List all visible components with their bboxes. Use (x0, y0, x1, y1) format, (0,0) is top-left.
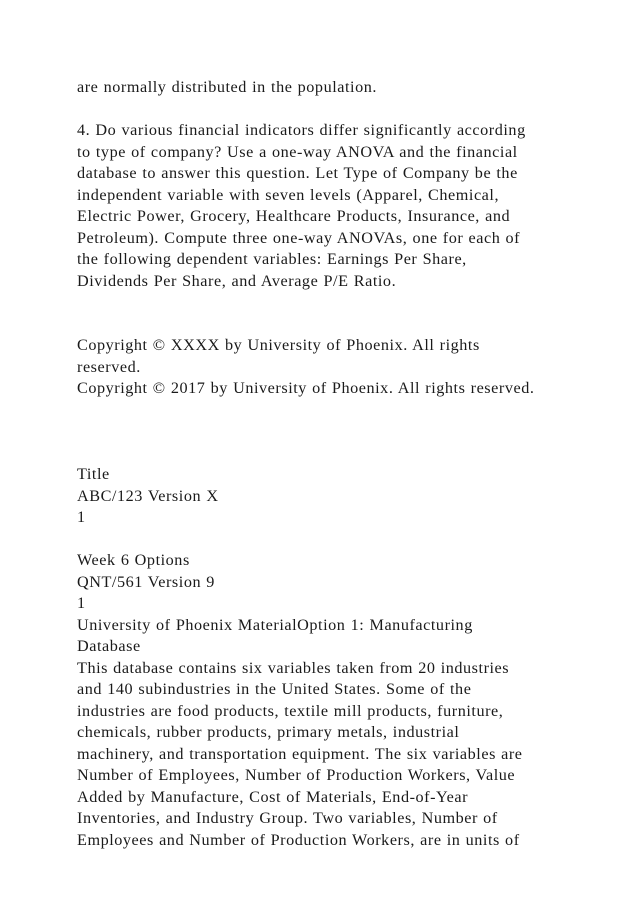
text-line: chemicals, rubber products, primary metals, industrial (77, 723, 460, 741)
copyright-line: reserved. (77, 357, 141, 376)
header-course: ABC/123 Version X (77, 486, 219, 505)
text-line (77, 443, 577, 465)
text-line: and 140 subindustries in the United States. Some of the (77, 680, 472, 698)
text-line (77, 421, 577, 443)
text-line: Inventories, and Industry Group. Two variables, Number of (77, 809, 498, 827)
text-line (77, 292, 577, 314)
page-number: 1 (77, 508, 86, 526)
text-line (77, 99, 577, 121)
text-line: Added by Manufacture, Cost of Materials, End-of-Year (77, 787, 469, 806)
text-line: to type of company? Use a one-way ANOVA and the financial (77, 142, 518, 161)
section-title: Week 6 Options (77, 551, 190, 569)
copyright-line: Copyright © XXXX by University of Phoenix. All rights (77, 336, 480, 354)
copyright-line: Copyright © 2017 by University of Phoenix. All rights reserved. (77, 379, 535, 397)
text-line: Electric Power, Grocery, Healthcare Products, Insurance, and (77, 207, 511, 225)
text-line: This database contains six variables taken from 20 industries (77, 658, 510, 677)
text-line: University of Phoenix MaterialOption 1: Manufacturing (77, 615, 473, 634)
course-version: QNT/561 Version 9 (77, 572, 215, 591)
text-line: the following dependent variables: Earnings Per Share, (77, 250, 467, 268)
text-line: Dividends Per Share, and Average P/E Ratio. (77, 271, 397, 290)
text-line: 4. Do various financial indicators differ significantly according (77, 121, 526, 139)
text-line: are normally distributed in the population. (77, 78, 377, 96)
text-line: Number of Employees, Number of Production Workers, Value (77, 766, 516, 784)
text-line: independent variable with seven levels (Apparel, Chemical, (77, 185, 500, 204)
text-line (77, 400, 577, 422)
text-line: Employees and Number of Production Workers, are in units of (77, 830, 520, 849)
text-line (77, 529, 577, 551)
text-line (77, 314, 577, 336)
text-line: Petroleum). Compute three one-way ANOVAs, one for each of (77, 228, 521, 247)
text-line: industries are food products, textile mill products, furniture, (77, 701, 504, 720)
text-line: Database (77, 637, 141, 655)
text-line: database to answer this question. Let Type of Company be the (77, 164, 518, 182)
document-body (77, 77, 577, 851)
text-line: machinery, and transportation equipment. The six variables are (77, 744, 523, 763)
page-number: 1 (77, 594, 86, 612)
header-title: Title (77, 465, 110, 483)
